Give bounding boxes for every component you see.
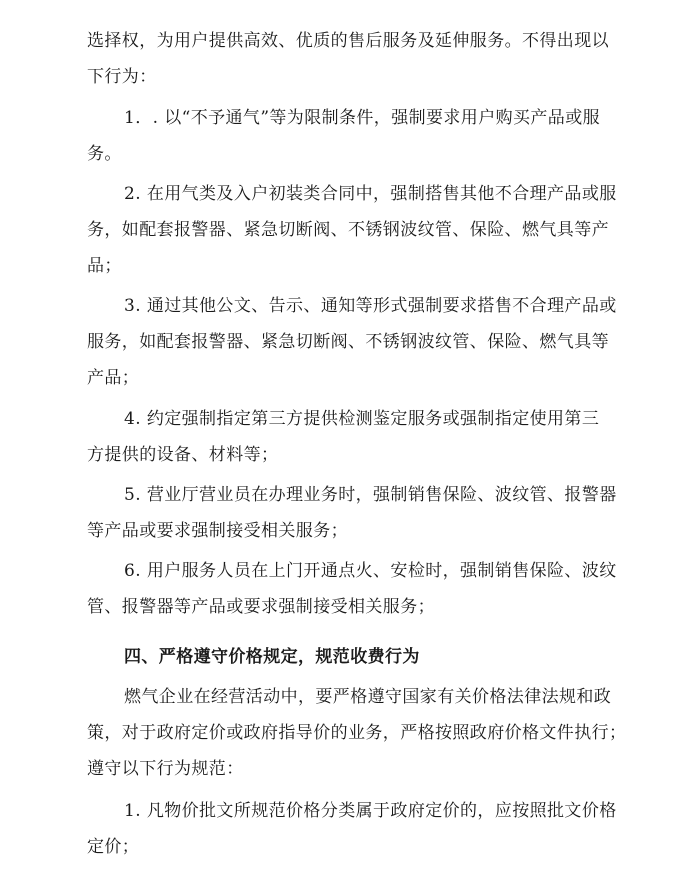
- line-text: 3. 通过其他公文、告示、通知等形式强制要求搭售不合理产品或: [124, 296, 617, 316]
- line-text: 1. 凡物价批文所规范价格分类属于政府定价的，应按照批文价格: [124, 801, 617, 821]
- line-text: 品；: [87, 256, 122, 276]
- line-text: 服务，如配套报警器、紧急切断阀、不锈钢波纹管、保险、燃气具等: [87, 332, 609, 352]
- line-text: 5. 营业厅营业员在办理业务时，强制销售保险、波纹管、报警器: [124, 485, 617, 505]
- list-item-line: [0, 560, 695, 582]
- line-text: 遵守以下行为规范：: [87, 759, 244, 779]
- line-text: 4. 约定强制指定第三方提供检测鉴定服务或强制指定使用第三: [124, 409, 600, 429]
- line-text: 管、报警器等产品或要求强制接受相关服务；: [87, 597, 435, 617]
- text-line: [0, 722, 695, 744]
- line-text: 务。: [87, 144, 122, 164]
- list-item-line: [0, 107, 695, 129]
- line-text: 6. 用户服务人员在上门开通点火、安检时，强制销售保险、波纹: [124, 561, 617, 581]
- line-text: 方提供的设备、材料等；: [87, 445, 279, 465]
- line-text: 2. 在用气类及入户初装类合同中，强制搭售其他不合理产品或服: [124, 184, 617, 204]
- list-item-line: [0, 408, 695, 430]
- line-text: 选择权，为用户提供高效、优质的售后服务及延伸服务。不得出现以: [87, 31, 609, 51]
- text-line: [0, 758, 695, 780]
- text-line: [0, 444, 695, 466]
- line-text: 下行为：: [87, 67, 157, 87]
- line-text: 定价；: [87, 837, 140, 857]
- line-text: 产品；: [87, 368, 140, 388]
- section-heading-text: 四、严格遵守价格规定，规范收费行为: [124, 647, 420, 667]
- section-heading: [0, 646, 695, 668]
- line-text: 策，对于政府定价或政府指导价的业务，严格按照政府价格文件执行；: [87, 723, 627, 743]
- list-item-line: [0, 484, 695, 506]
- line-text: 等产品或要求强制接受相关服务；: [87, 521, 348, 541]
- line-text: 1．. 以“不予通气”等为限制条件，强制要求用户购买产品或服: [124, 108, 601, 128]
- text-line: [0, 836, 695, 858]
- text-line: [0, 143, 695, 165]
- text-line: [0, 66, 695, 88]
- list-item-line: [0, 295, 695, 317]
- text-line: [0, 367, 695, 389]
- line-text: 燃气企业在经营活动中，要严格遵守国家有关价格法律法规和政: [124, 687, 612, 707]
- line-text: 务，如配套报警器、紧急切断阀、不锈钢波纹管、保险、燃气具等产: [87, 220, 609, 240]
- text-line: [0, 255, 695, 277]
- list-item-line: [0, 800, 695, 822]
- list-item-line: [0, 183, 695, 205]
- text-line: [0, 219, 695, 241]
- text-line: [0, 331, 695, 353]
- text-line: [0, 520, 695, 542]
- text-line: [0, 596, 695, 618]
- text-line: [0, 30, 695, 52]
- text-line: [0, 686, 695, 708]
